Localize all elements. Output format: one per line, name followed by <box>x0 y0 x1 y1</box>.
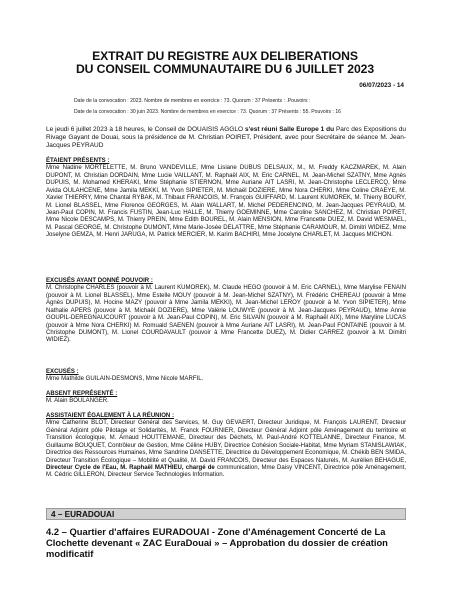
section-label: 4 – EURADOUAI <box>51 510 115 519</box>
excuses-section <box>46 369 406 384</box>
convocation-line-1: Date de la convocation : 2023. Nombre de membres en exercice : 73. Quorum : 37 Présents : .Pouvoirs : <box>74 98 311 104</box>
absent-list: M. Alain BOULANGER. <box>46 398 109 405</box>
excuses-heading: EXCUSÉS : <box>46 369 79 375</box>
assistaient-list <box>46 420 406 479</box>
assistaient-heading: ASSISTAIENT ÉGALEMENT À LA RÉUNION : <box>46 413 174 419</box>
assistaient-text-bold: Directeur Cycle de l'Eau, M. Raphaël MATHIEU, chargé de <box>46 464 215 471</box>
document-title-line-2: DU CONSEIL COMMUNAUTAIRE DU 6 JUILLET 2023 <box>75 62 375 76</box>
assistaient-text-1: Mme Catherine BLOT, Directeur Général des Services, M. Guy GEVAERT, Directeur Juridique, M. François LAURENT, Directeur Général Adjoint pôle Pilotage et Solidarités, M. Franck FOURNIER, Directeur Général Adjoint pôle Aménagement du territoire et Transition écologique, M. Arnaud HOUTTEMANE, Directeur des Déchets, M. Paul-André KOTTELANNE, Directeur Finance, M. Guillaume BOUQUET, Contrôleur de Gestion, Mme Céline HUBY, Directrice Cohésion Sociale-Habitat, Mme Myriam STANISLAWIAK, Directrice des Ressources Humaines, Mme Sandrine DANSETTE, Directrice du Développement Economique, M. Chékib BEN SMIDA, Directeur Transition Écologique – Mobilité et Qualité, M. David FRANCOIS, Directeur des Espaces Naturels, M. Aurélien BEHAGUE, <box>46 420 406 464</box>
deliberation-reference: 06/07/2023 - 14 <box>359 82 404 89</box>
document-title-line-1: EXTRAIT DU REGISTRE AUX DELIBERATIONS <box>92 49 358 63</box>
convocation-line-2: Date de la convocation : 30 juin 2023. Nombre de membres en exercice : 73. Quorum : 37 Présents : 55. Pouvoirs : 16 <box>74 109 341 115</box>
intro-text-2: Parc des Expositions du Rivage Gayant de Douai, sous la présidence de M. Christian POIRET, Président, avec pour Secrétaire de séance M. Jean-Jacques PEYRAUD <box>46 126 407 149</box>
pouvoir-heading: EXCUSÉS AYANT DONNÉ POUVOIR : <box>46 278 153 284</box>
intro-paragraph <box>46 126 406 150</box>
pouvoir-list: M. Christophe CHARLES (pouvoir à M. Laurent KUMOREK), M. Claude HEGO (pouvoir à M. Eric CARNEL), Mme Marylise FENAIN (pouvoir à M. Lionel BLASSEL), Mme Estelle MOUY (pouvoir à M. Jean-Michel SZATNY), M. Frédéric CHEREAU (pouvoir à Mme Agnès DUPUIS), M. Hocine MAZY (pouvoir à Mme Jamila MEKKI), M. Jean-Michel LEROY (pouvoir à M. Yvon SIPIETER), Mme Nathalie APERS (pouvoir à M. Michaël DOZIERE), Mme Valérie LOUWYE (pouvoir à M. Jean-Jacques PEYRAUD), Mme Annie GOUPIL-DEREGNAUCOURT (pouvoir à M. Jean-Paul COPIN), M. Eric SILVAIN (pouvoir à M. Raphaël AIX), Mme Maryline LUCAS (pouvoir à Mme Nora CHERKI) M. Romuald SAENEN (pouvoir à Mme Auriane AIT LASRI), M. Jean-Paul FONTAINE (pouvoir à M. Christophe DUMONT), M. Lionel COURDAVAULT (pouvoir à Mme Francette DUEZ), M. Didier CARREZ (pouvoir à M. Dimitri WIDIEZ). <box>46 285 406 344</box>
assistaient-section <box>46 413 406 480</box>
section-header-bar <box>46 508 406 520</box>
excuses-list: Mme Mathilde GUILAIN-DESMONS, Mme Nicole MARFIL. <box>46 376 204 383</box>
presents-heading: ÉTAIENT PRÉSENTS : <box>46 158 110 164</box>
absent-section <box>46 391 406 406</box>
assistaient-text-2: communication, Mme Daisy VINCENT, Directrice pôle Aménagement, M. Cédric GILLERON, Directeur Service Technologies Information. <box>46 464 406 479</box>
pouvoir-section <box>46 278 406 345</box>
intro-text-1: Le jeudi 6 juillet 2023 à 18 heures, le Conseil de DOUAISIS AGGLO <box>46 126 245 133</box>
intro-text-bold: s'est réuni Salle Europe 1 du <box>244 126 335 133</box>
presents-list: Mme Nadine MORTELETTE, M. Bruno VANDEVILLE, Mme Lisiane DUBUS DELSAUX, M., M. Freddy KACZMAREK, M. Alain DUPONT, M. Christian DORDAIN, Mme Lucie VAILLANT, M. Raphaël AIX, M. Eric CARNEL, M. Jean-Michel SZATNY, Mme Agnès DUPUIS, M. Mohamed KHERAKI, Mme Stéphanie STIERNON, Mme Auriane AIT LASRI, M. Jean-Christophe LECLERCQ, Mme Avida OULAHCENE, Mme Jamila MEKKI, M. Yvon SIPIETER, M. Michaël DOZIERE, Mme Nora CHERKI, Mme Coline CRAEYE, M. Xavier THIERRY, Mme Chantal RYBAK, M. Thibaut FRANCOIS, M. François GUIFFARD, M. Laurent KUMOREK, M. Thierry BOURY, M. Lionel BLASSEL, Mme Florence GEORGES, M. Alain WALLART, M. Michel PEDERENCINO, M. Jean-Jacques PEYRAUD, M. Jean-Paul COPIN, M. Francis FUSTIN, Jean-Luc HALLE, M. Thierry GOEMINNE, Mme Caroline SANCHEZ, M. Christian POIRET, Mme Nicole DESCAMPS, M. Thierry PREIN, Mme Edith BOUREL, M. Alain MENSION, Mme Francette DUEZ, M. David WESMAEL, M. Pascal GEORGE, M. Christophe DUMONT, Mme Marie-Josée DELATTRE, Mme Stéphanie CARAMOUR, M. Dimitri WIDIEZ, Mme Joselyne GEMZA, M. Henri JARUGA, M. Patrick MERCIER, M. Karim BACHIRI, Mme Jocelyne CHARLET, M. Jacques MICHON. <box>46 165 406 239</box>
agenda-item-title: 4.2 – Quartier d'affaires EURADOUAI - Zone d'Aménagement Concerté de La Clochette devenant « ZAC EuraDouai » – Approbation du dossier de création modificatif <box>46 526 388 560</box>
absent-heading: ABSENT REPRÉSENTÉ : <box>46 391 118 397</box>
presents-section <box>46 158 406 240</box>
